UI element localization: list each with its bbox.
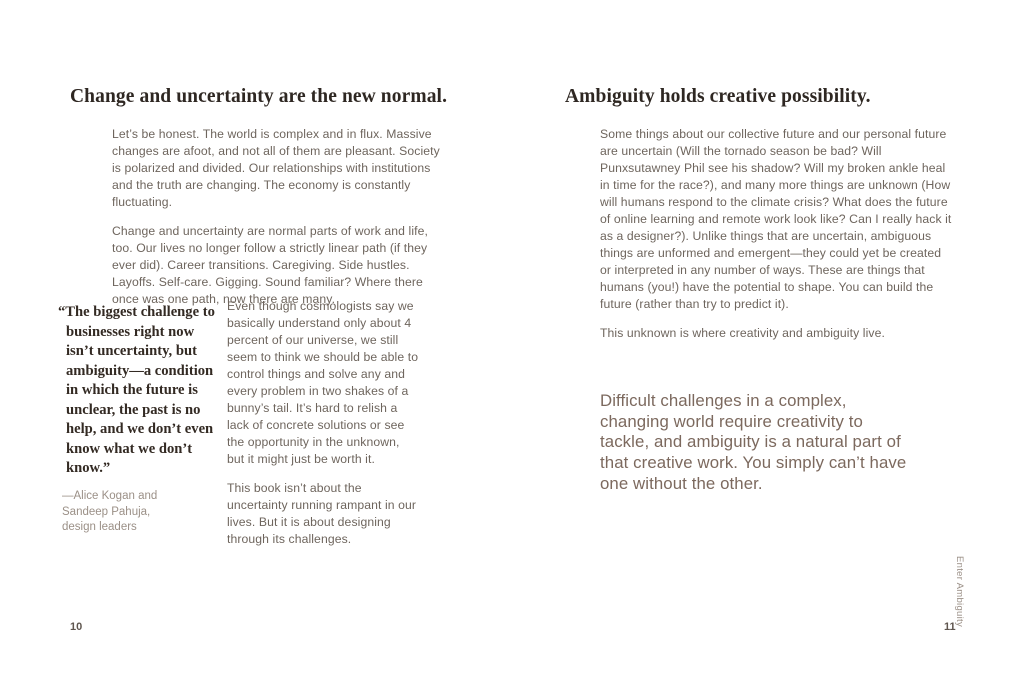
left-body-paragraph-2: Change and uncertainty are normal parts of work and life, too. Our lives no longer follow a strictly linear path (if they ever did). Career transitions. Caregiving. Side hustles. Layoffs. Self-care. Gigging. Sound familiar? Where there once was one path, now there are many. [112,224,428,306]
page-number-right: 11 [944,621,956,633]
right-body-paragraph-1: Some things about our collective future and our personal future are uncertain (Will the tornado season be bad? Will Punxsutawney Phil see his shadow? Will my broken ankle heal in time for the race?), and many more things are unknown (How will humans respond to the climate crisis? What does the future of online learning and remote work look like? Can I really hack it as a designer?). Unlike things that are uncertain, ambiguous things are unformed and emergent—they could yet be created or interpreted in any number of ways. These are things that humans (you!) have the potential to shape. You can build the future (rather than try to predict it). [600,127,952,311]
middle-column-paragraph-2: This book isn’t about the uncertainty running rampant in our lives. But it is about designing through its challenges. [227,481,417,546]
left-page-heading: Change and uncertainty are the new normal. [70,86,448,107]
page-number-left: 10 [70,621,83,633]
left-body-paragraph-1: Let’s be honest. The world is complex and in flux. Massive changes are afoot, and not all of them are pleasant. Society is polarized and divided. Our relationships with institutions and the truth are changing. The economy is constantly fluctuating. [112,127,440,209]
pull-quote-attribution: —Alice Kogan and Sandeep Pahuja, design leaders [62,490,158,533]
right-body-paragraph-2: This unknown is where creativity and ambiguity live. [600,326,885,340]
left-middle-column [227,298,419,548]
callout-text: Difficult challenges in a complex, changing world require creativity to tackle, and ambiguity is a natural part of that creative work. You simply can’t have one without the other. [600,391,907,493]
pull-quote: “The biggest challenge to businesses right now isn’t uncertainty, but ambiguity—a condition in which the future is unclear, the past is no help, and we don’t even know what we don’t know.” [58,304,215,476]
chapter-side-label: Enter Ambiguity [954,556,965,628]
right-page-heading: Ambiguity holds creative possibility. [565,86,871,107]
right-body-column [600,126,954,342]
left-body-column [112,126,446,308]
middle-column-paragraph-1: Even though cosmologists say we basically understand only about 4 percent of our universe, we still seem to think we should be able to control things and solve any and every problem in two shakes of a bunny’s tail. It’s hard to relish a lack of concrete solutions or see the opportunity in the unknown, but it might just be worth it. [227,299,419,466]
